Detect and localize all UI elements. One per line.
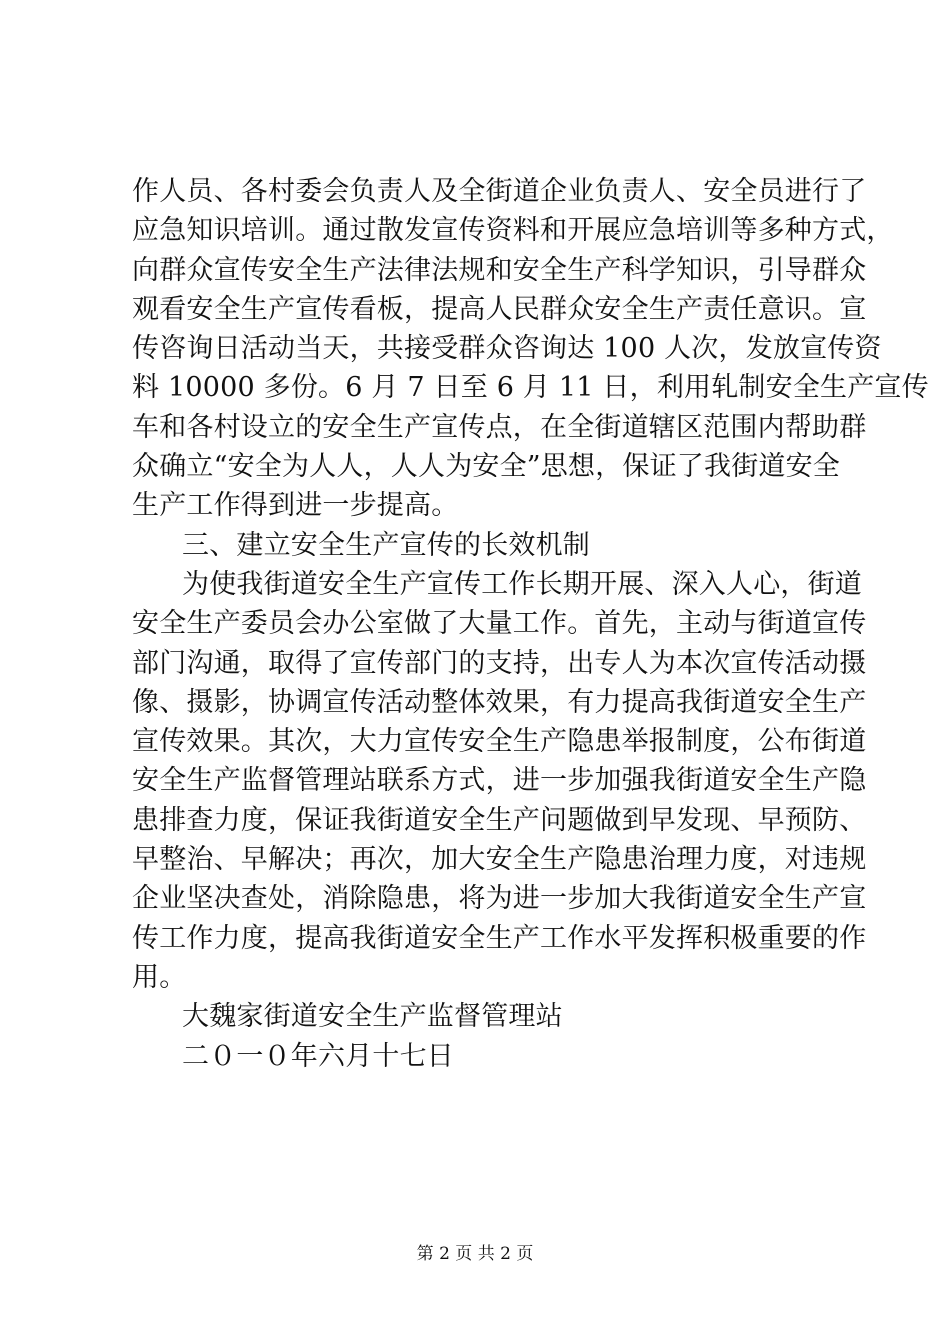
paragraph-line: 众确立“安全为人人，人人为安全”思想，保证了我街道安全 [132, 451, 841, 483]
paragraph-line: 传咨询日活动当天，共接受群众咨询达 100 人次，发放宣传资 [132, 333, 882, 365]
signature-date: 二０一０年六月十七日 [182, 1040, 454, 1072]
page-number-footer: 第 2 页 共 2 页 [416, 1244, 534, 1264]
signature-organization: 大魏家街道安全生产监督管理站 [182, 1001, 563, 1033]
paragraph-line: 观看安全生产宣传看板，提高人民群众安全生产责任意识。宣 [132, 293, 867, 325]
paragraph-line: 为使我街道安全生产宣传工作长期开展、深入人心，街道 [182, 568, 862, 600]
paragraph-line: 安全生产监督管理站联系方式，进一步加强我街道安全生产隐 [132, 765, 867, 797]
paragraph-line: 早整治、早解决；再次，加大安全生产隐患治理力度，对违规 [132, 844, 867, 876]
paragraph-line: 部门沟通，取得了宣传部门的支持，出专人为本次宣传活动摄 [132, 647, 867, 679]
document-body [132, 172, 929, 1076]
paragraph-line: 企业坚决查处，消除隐患，将为进一步加大我街道安全生产宣 [132, 883, 867, 915]
paragraph-line: 患排查力度，保证我街道安全生产问题做到早发现、早预防、 [132, 804, 867, 836]
section-heading: 三、建立安全生产宣传的长效机制 [182, 529, 590, 561]
paragraph-line: 用。 [132, 961, 187, 993]
paragraph-line: 作人员、各村委会负责人及全街道企业负责人、安全员进行了 [132, 176, 867, 207]
paragraph-line: 宣传效果。其次，大力宣传安全生产隐患举报制度，公布街道 [132, 726, 867, 758]
paragraph-line: 应急知识培训。通过散发宣传资料和开展应急培训等多种方式， [132, 215, 894, 247]
paragraph-line: 料 10000 多份。6 月 7 日至 6 月 11 日，利用轧制安全生产宣传 [132, 372, 929, 404]
paragraph-line: 安全生产委员会办公室做了大量工作。首先，主动与街道宣传 [132, 608, 867, 640]
paragraph-line: 向群众宣传安全生产法律法规和安全生产科学知识，引导群众 [132, 254, 867, 286]
paragraph-line: 传工作力度，提高我街道安全生产工作水平发挥积极重要的作 [132, 922, 867, 954]
paragraph-line: 生产工作得到进一步提高。 [132, 490, 459, 522]
paragraph-line: 车和各村设立的安全生产宣传点，在全街道辖区范围内帮助群 [132, 411, 867, 443]
paragraph-line: 像、摄影，协调宣传活动整体效果，有力提高我街道安全生产 [132, 686, 867, 718]
